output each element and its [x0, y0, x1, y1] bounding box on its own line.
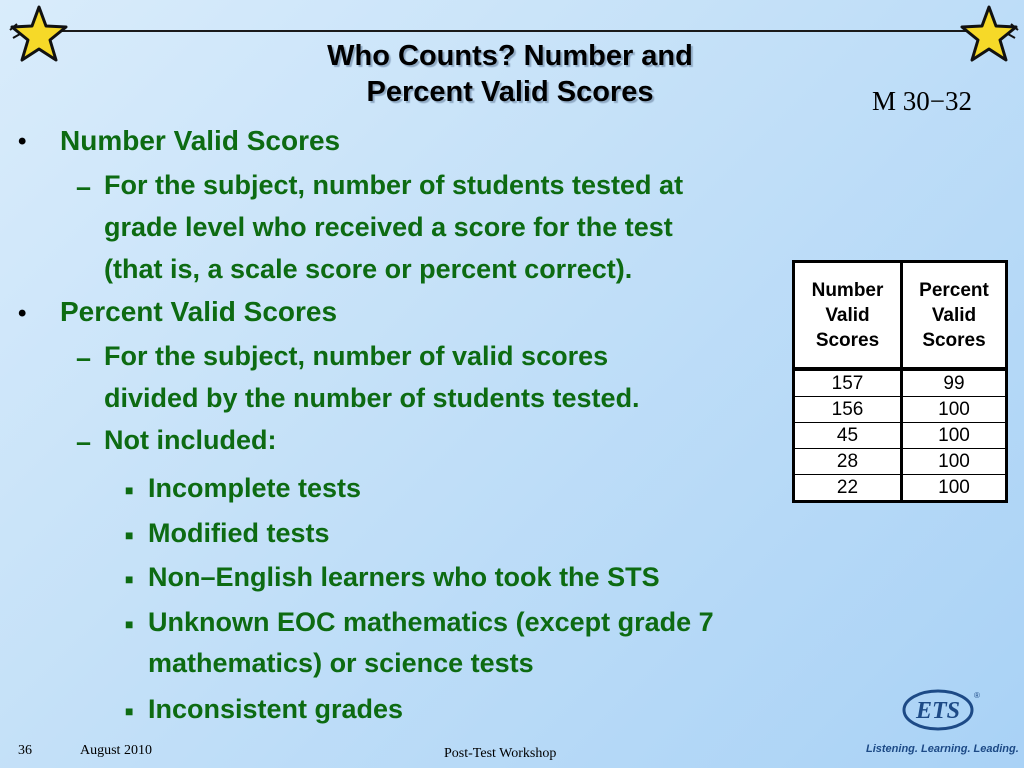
bullet-number-valid-scores: Number Valid Scores: [60, 125, 341, 156]
square-bullet-icon: ■: [125, 703, 134, 719]
bullet-marker: •: [18, 300, 27, 327]
table-cell: 99: [902, 369, 1007, 397]
dash-marker: –: [76, 172, 92, 202]
table-header-row: [794, 262, 1007, 370]
header-percent-valid-scores: [902, 262, 1007, 370]
square-bullet-icon: ■: [125, 571, 134, 587]
table-cell: 100: [902, 397, 1007, 423]
table-cell: 28: [794, 449, 902, 475]
header-line: Valid: [931, 304, 977, 326]
header-line: Scores: [815, 329, 880, 351]
valid-scores-table: [792, 260, 1008, 503]
ets-logo: [900, 686, 980, 734]
table-row: [794, 423, 1007, 449]
square-bullet-icon: ■: [125, 527, 134, 543]
sub-bullet-text: grade level who received a score for the test: [104, 212, 673, 242]
table-row: [794, 475, 1007, 502]
list-item: Modified tests: [148, 518, 330, 548]
table-cell: 157: [794, 369, 902, 397]
sub-bullet-text: divided by the number of students tested.: [104, 383, 640, 413]
table-cell: 100: [902, 475, 1007, 502]
list-item: Incomplete tests: [148, 473, 362, 503]
list-item: Inconsistent grades: [148, 694, 404, 724]
header-line: Scores: [922, 329, 986, 351]
sub-bullet-not-included: Not included:: [104, 425, 277, 455]
dash-marker: –: [76, 427, 92, 457]
footer-event: Post-Test Workshop: [444, 746, 557, 761]
page-number: 36: [18, 743, 32, 758]
footer-date: August 2010: [80, 743, 152, 758]
header-line: Number: [811, 279, 884, 301]
bullet-marker: •: [18, 128, 27, 155]
table-row: [794, 449, 1007, 475]
dash-marker: –: [76, 343, 92, 373]
logo-text: ETS: [915, 698, 961, 724]
list-item: Unknown EOC mathematics (except grade 7: [148, 607, 714, 637]
sub-bullet-text: For the subject, number of valid scores: [104, 341, 609, 371]
table-cell: 156: [794, 397, 902, 423]
table-cell: 100: [902, 423, 1007, 449]
table-row: [794, 369, 1007, 397]
table-cell: 45: [794, 423, 902, 449]
tagline: Listening. Learning. Leading.: [866, 743, 1019, 755]
header-line: Percent: [919, 279, 989, 301]
bullet-percent-valid-scores: Percent Valid Scores: [60, 296, 338, 327]
sub-bullet-text: For the subject, number of students tested at: [104, 170, 684, 200]
header-number-valid-scores: [794, 262, 902, 370]
table-cell: 22: [794, 475, 902, 502]
header-line: Valid: [825, 304, 870, 326]
table-cell: 100: [902, 449, 1007, 475]
square-bullet-icon: ■: [125, 616, 134, 632]
title-line-1: Who Counts? Number and: [327, 40, 693, 72]
page-reference: M 30−32: [872, 86, 972, 116]
list-item-continuation: mathematics) or science tests: [148, 648, 534, 678]
square-bullet-icon: ■: [125, 482, 134, 498]
registered-mark: ®: [974, 691, 980, 700]
title-line-2: Percent Valid Scores: [366, 76, 654, 108]
list-item: Non–English learners who took the STS: [148, 562, 660, 592]
table-row: [794, 397, 1007, 423]
sub-bullet-text: (that is, a scale score or percent correct).: [104, 254, 633, 284]
